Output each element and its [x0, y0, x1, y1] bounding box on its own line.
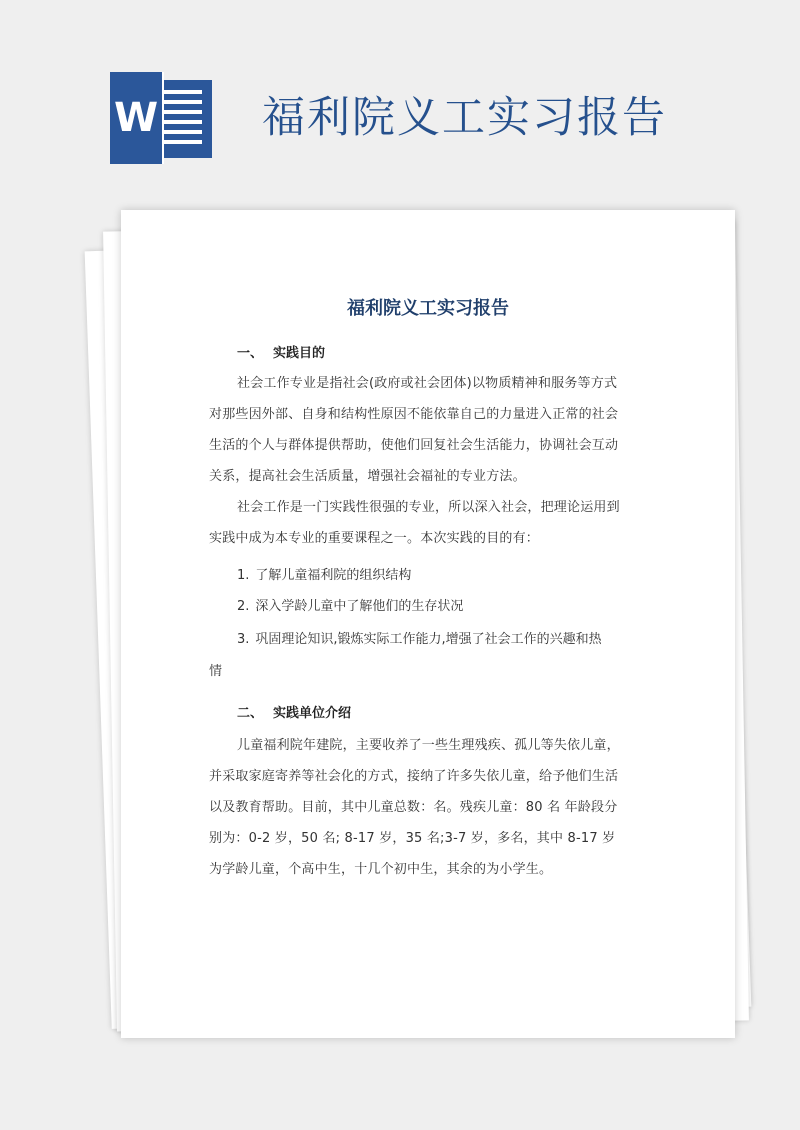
paragraph	[209, 730, 621, 885]
section-number: 一、	[237, 346, 264, 361]
list-item	[237, 560, 621, 591]
list-text: 巩固理论知识,锻炼实际工作能力,增强了社会工作的兴趣和热	[255, 632, 602, 647]
list-number: 1.	[237, 568, 250, 583]
list-text: 深入学龄儿童中了解他们的生存状况	[255, 599, 464, 614]
list-number: 3.	[237, 632, 250, 647]
document-title: 福利院义工实习报告	[347, 298, 509, 319]
section-title: 实践单位介绍	[273, 706, 352, 721]
word-icon	[110, 72, 214, 164]
section-heading-2	[237, 702, 351, 721]
section-title: 实践目的	[273, 346, 326, 361]
section-heading-1	[237, 342, 325, 361]
section-number: 二、	[237, 706, 264, 721]
list-item-continuation: 情	[209, 664, 223, 679]
list-text: 了解儿童福利院的组织结构	[255, 568, 412, 583]
paragraph	[209, 492, 621, 554]
document-page	[121, 210, 735, 1038]
list-number: 2.	[237, 599, 250, 614]
word-icon-letter: W	[110, 72, 164, 164]
paragraph-text: 社会工作是一门实践性很强的专业，所以深入社会，把理论运用到实践中成为本专业的重要课程之一。本次实践的目的有：	[209, 500, 620, 546]
paragraph	[209, 368, 621, 492]
paragraph-text: 社会工作专业是指社会(政府或社会团体)以物质精神和服务等方式对那些因外部、自身和结构性原因不能依靠自己的力量进入正常的社会生活的个人与群体提供帮助，使他们回复社会生活能力，协调社会互动关系，提高社会生活质量，增强社会福祉的专业方法。	[209, 376, 619, 484]
list-item	[237, 624, 621, 655]
list-item	[237, 591, 621, 622]
paragraph-text: 儿童福利院年建院，主要收养了一些生理残疾、孤儿等失依儿童，并采取家庭寄养等社会化的方式，接纳了许多失依儿童，给予他们生活以及教育帮助。目前，其中儿童总数：名。残疾儿童：80 名 年龄段分别为：0-2 岁，50 名; 8-17 岁，35 名;3-7 岁，多名，其中 8-17 岁为学龄儿童，个高中生，十几个初中生，其余的为小学生。	[209, 738, 620, 877]
banner-title: 福利院义工实习报告	[262, 93, 667, 143]
